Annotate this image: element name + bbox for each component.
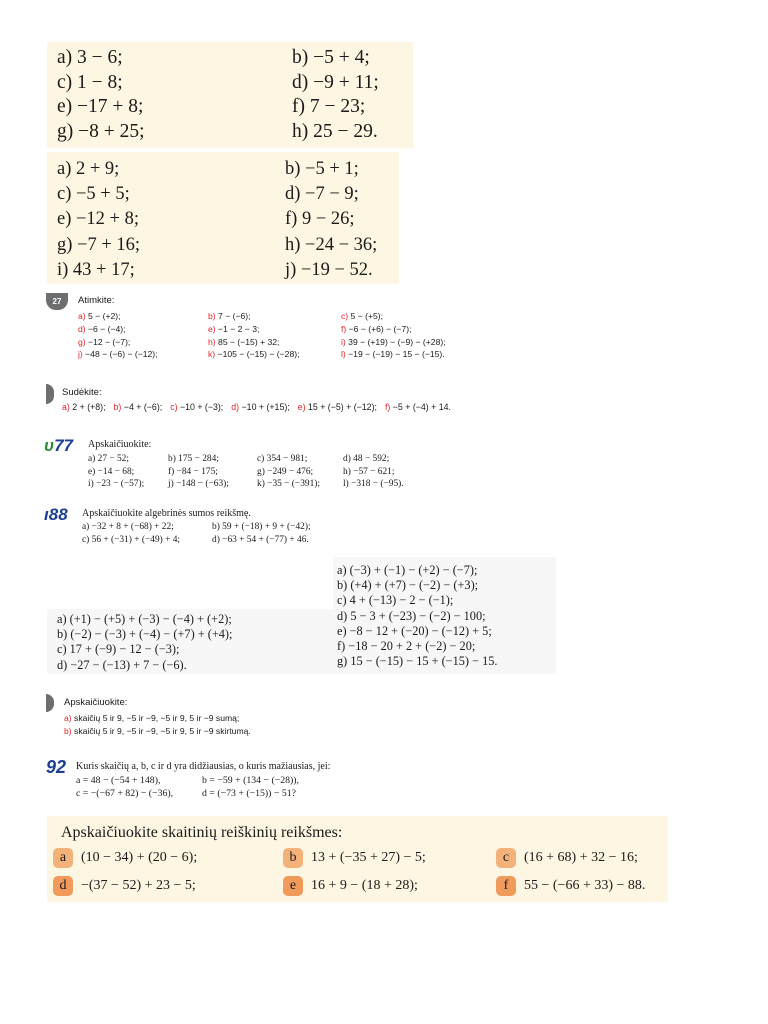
item-letter-badge: e bbox=[283, 876, 303, 896]
exercise-item: k) −35 − (−391); bbox=[257, 479, 320, 489]
item-letter: e) bbox=[297, 402, 306, 412]
exercise-item bbox=[341, 336, 491, 349]
item-letter: c) bbox=[170, 402, 178, 412]
item-text: 39 − (+19) − (−9) − (+28); bbox=[345, 336, 446, 347]
expr: f) −18 − 20 + 2 + (−2) − 20; bbox=[337, 639, 476, 654]
expr: d) −27 − (−13) + 7 − (−6). bbox=[57, 657, 187, 672]
exercise-item bbox=[114, 402, 163, 412]
expr: d = (−73 + (−15)) − 51? bbox=[202, 787, 297, 799]
expr: c) −5 + 5; bbox=[57, 184, 130, 205]
expr: c = −(−67 + 82) − (−36), bbox=[76, 787, 174, 799]
expr: c) 1 − 8; bbox=[57, 71, 123, 93]
exercise-item: e) −14 − 68; bbox=[88, 466, 135, 477]
exercise-item bbox=[231, 402, 289, 412]
item-text: −6 − (−4); bbox=[85, 323, 126, 334]
exercise-item bbox=[53, 876, 196, 896]
exercise-number-badge bbox=[46, 384, 54, 404]
expr: a) (+1) − (+5) + (−3) − (−4) + (+2); bbox=[57, 612, 232, 626]
exercise-item bbox=[78, 348, 208, 361]
exercise-item: j) −148 − (−63); bbox=[168, 479, 229, 489]
expr: b) 59 + (−18) + 9 + (−42); bbox=[212, 522, 311, 532]
exercise-item bbox=[78, 310, 208, 323]
expr: g) −7 + 16; bbox=[57, 234, 141, 255]
item-letter: a) bbox=[62, 402, 70, 412]
item-letter-badge: c bbox=[496, 848, 516, 868]
exercise-item: a) 27 − 52; bbox=[88, 454, 129, 464]
exercise-item bbox=[298, 402, 377, 412]
exercise-27-title: Atimkite: bbox=[78, 295, 115, 306]
exercise-item: b) 175 − 284; bbox=[168, 454, 219, 464]
item-text: −4 + (−6); bbox=[121, 402, 163, 412]
expr: f) 9 − 26; bbox=[285, 209, 355, 230]
exercise-item bbox=[341, 348, 491, 361]
exercise-88-items bbox=[82, 521, 311, 546]
exercise-number-text: 88 bbox=[48, 505, 68, 524]
exercise-item: l) −318 − (−95). bbox=[343, 479, 404, 489]
item-text: −5 + (−4) + 14. bbox=[390, 402, 451, 412]
expr: j) −19 − 52. bbox=[285, 259, 373, 280]
expr: b) −5 + 4; bbox=[292, 47, 370, 68]
item-letter: c) bbox=[341, 311, 349, 321]
exercise-block-1-list bbox=[57, 46, 379, 144]
exercise-item bbox=[208, 310, 341, 323]
item-letter-badge: f bbox=[496, 876, 516, 896]
exercise-item bbox=[496, 848, 638, 868]
item-text: 85 − (−15) + 32; bbox=[215, 336, 280, 347]
exercise-77-title: Apskaičiuokite: bbox=[88, 439, 152, 450]
item-text: 2 + (+8); bbox=[69, 402, 106, 412]
item-text: skaičių 5 ir 9, −5 ir −9, −5 ir 9, 5 ir −9 skirtumą. bbox=[71, 725, 251, 736]
exercise-item bbox=[208, 336, 341, 349]
exercise-item bbox=[78, 336, 208, 349]
item-letter: f) bbox=[384, 402, 391, 412]
expr: 13 + (−35 + 27) − 5; bbox=[311, 850, 426, 865]
item-text: −48 − (−6) − (−12); bbox=[82, 349, 158, 360]
exercise-sums-title: Apskaičiuokite: bbox=[64, 697, 128, 708]
expr: g) 15 − (−15) − 15 + (−15) − 15. bbox=[337, 654, 498, 669]
sudekite-title: Sudėkite: bbox=[62, 387, 102, 398]
exercise-number: ᴜ77 bbox=[44, 436, 73, 455]
expr: e) −12 + 8; bbox=[57, 209, 140, 230]
exercise-item bbox=[208, 348, 341, 361]
item-letter: b) bbox=[64, 725, 72, 736]
exercise-item: f) −84 − 175; bbox=[168, 466, 218, 477]
item-text: skaičių 5 ir 9, −5 ir −9, −5 ir 9, 5 ir −9 sumą; bbox=[71, 713, 240, 723]
expr: b = −59 + (134 − (−28)), bbox=[202, 775, 300, 786]
expr: c) 4 + (−13) − 2 − (−1); bbox=[337, 593, 454, 608]
exercise-item: i) −23 − (−57); bbox=[88, 479, 145, 489]
exercise-block-right-list bbox=[337, 563, 497, 669]
exercise-last-title: Apskaičiuokite skaitinių reiškinių reikšmes: bbox=[61, 824, 343, 841]
exercise-item bbox=[341, 323, 491, 336]
exercise-number: 92 bbox=[46, 757, 67, 777]
expr: g) −8 + 25; bbox=[57, 120, 145, 142]
expr: b) −5 + 1; bbox=[285, 159, 359, 179]
exercise-item: h) −57 − 621; bbox=[343, 466, 395, 477]
exercise-sums-items bbox=[64, 712, 251, 738]
item-letter: j) bbox=[78, 349, 83, 360]
expr: b) (−2) − (−3) + (−4) − (+7) + (+4); bbox=[57, 627, 233, 642]
item-text: −105 − (−15) − (−28); bbox=[215, 349, 300, 360]
expr: d) 5 − 3 + (−23) − (−2) − 100; bbox=[337, 608, 486, 623]
exercise-number-badge bbox=[46, 694, 54, 712]
item-text: −6 − (+6) − (−7); bbox=[346, 323, 412, 334]
expr: 16 + 9 − (18 + 28); bbox=[311, 878, 418, 893]
expr: c) 17 + (−9) − 12 − (−3); bbox=[57, 642, 180, 657]
item-letter: e) bbox=[208, 323, 216, 334]
exercise-77-items bbox=[88, 453, 423, 491]
exercise-item bbox=[283, 876, 418, 896]
expr: d) −7 − 9; bbox=[285, 184, 359, 205]
item-text: −10 + (−3); bbox=[177, 402, 224, 412]
item-text: 5 − (+2); bbox=[85, 311, 121, 321]
item-text: 5 − (+5); bbox=[348, 311, 384, 321]
expr: −(37 − 52) + 23 − 5; bbox=[81, 878, 196, 893]
expr: f) 7 − 23; bbox=[292, 96, 366, 117]
expr: d) −9 + 11; bbox=[292, 71, 379, 93]
expr: a) 3 − 6; bbox=[57, 47, 123, 68]
exercise-item bbox=[385, 402, 451, 412]
item-text: −1 − 2 − 3; bbox=[215, 323, 260, 334]
item-letter: d) bbox=[78, 323, 86, 334]
exercise-92-title: Kuris skaičių a, b, c ir d yra didžiausias, o kuris mažiausias, jei: bbox=[76, 761, 331, 772]
item-letter: b) bbox=[113, 402, 122, 412]
exercise-block-left-list bbox=[57, 612, 232, 673]
exercise-88-title: Apskaičiuokite algebrinės sumos reikšmę. bbox=[82, 508, 251, 519]
exercise-item bbox=[62, 402, 106, 412]
exercise-item: d) 48 − 592; bbox=[343, 454, 390, 464]
item-text: 15 + (−5) + (−12); bbox=[305, 402, 377, 412]
expr: i) 43 + 17; bbox=[57, 259, 135, 280]
item-text: 7 − (−6); bbox=[215, 311, 251, 321]
item-text: −10 + (+15); bbox=[239, 402, 290, 412]
expr: h) −24 − 36; bbox=[285, 234, 378, 255]
exercise-number-badge: 27 bbox=[46, 293, 68, 310]
expr: a = 48 − (−54 + 148), bbox=[76, 775, 161, 786]
item-letter: a) bbox=[64, 713, 72, 723]
exercise-number-text: 77 bbox=[54, 436, 73, 455]
item-letter: a) bbox=[78, 311, 86, 321]
item-letter: l) bbox=[341, 349, 346, 360]
expr: (16 + 68) + 32 − 16; bbox=[524, 850, 638, 865]
expr: a) 2 + 9; bbox=[57, 159, 120, 179]
exercise-item bbox=[64, 725, 251, 738]
item-text: −12 − (−7); bbox=[85, 336, 131, 347]
exercise-27-items bbox=[78, 310, 491, 361]
exercise-item bbox=[496, 876, 645, 896]
item-letter-badge: b bbox=[283, 848, 303, 868]
item-letter: h) bbox=[208, 336, 216, 347]
item-letter: d) bbox=[231, 402, 240, 412]
item-letter-badge: d bbox=[53, 876, 73, 896]
exercise-item bbox=[78, 323, 208, 336]
item-letter-badge: a bbox=[53, 848, 73, 868]
exercise-number: ı88 bbox=[44, 505, 68, 524]
expr: e) −8 − 12 + (−20) − (−12) + 5; bbox=[337, 623, 492, 638]
sudekite-items bbox=[62, 402, 459, 412]
exercise-item bbox=[53, 848, 197, 868]
item-letter: b) bbox=[208, 311, 216, 321]
exercise-item: g) −249 − 476; bbox=[257, 466, 314, 477]
expr: a) (−3) + (−1) − (+2) − (−7); bbox=[337, 563, 478, 577]
exercise-92-items bbox=[76, 775, 299, 800]
expr: d) −63 + 54 + (−77) + 46. bbox=[212, 534, 309, 545]
expr: a) −32 + 8 + (−68) + 22; bbox=[82, 522, 174, 532]
item-letter: i) bbox=[341, 336, 346, 347]
expr: e) −17 + 8; bbox=[57, 96, 144, 117]
expr: (10 − 34) + (20 − 6); bbox=[81, 850, 198, 865]
item-letter: g) bbox=[78, 336, 86, 347]
item-text: −19 − (−19) − 15 − (−15). bbox=[345, 349, 445, 360]
exercise-item bbox=[208, 323, 341, 336]
exercise-block-2-list bbox=[57, 157, 377, 283]
exercise-item bbox=[341, 310, 491, 323]
expr: c) 56 + (−31) + (−49) + 4; bbox=[82, 534, 181, 545]
exercise-item bbox=[64, 712, 251, 725]
exercise-item: c) 354 − 981; bbox=[257, 454, 308, 464]
exercise-item bbox=[170, 402, 223, 412]
expr: b) (+4) + (+7) − (−2) − (+3); bbox=[337, 578, 479, 593]
expr: h) 25 − 29. bbox=[292, 120, 378, 142]
item-letter: k) bbox=[208, 349, 216, 360]
item-letter: f) bbox=[341, 323, 347, 334]
expr: 55 − (−66 + 33) − 88. bbox=[524, 878, 646, 893]
exercise-item bbox=[283, 848, 426, 868]
exercise-last-panel bbox=[47, 816, 668, 902]
